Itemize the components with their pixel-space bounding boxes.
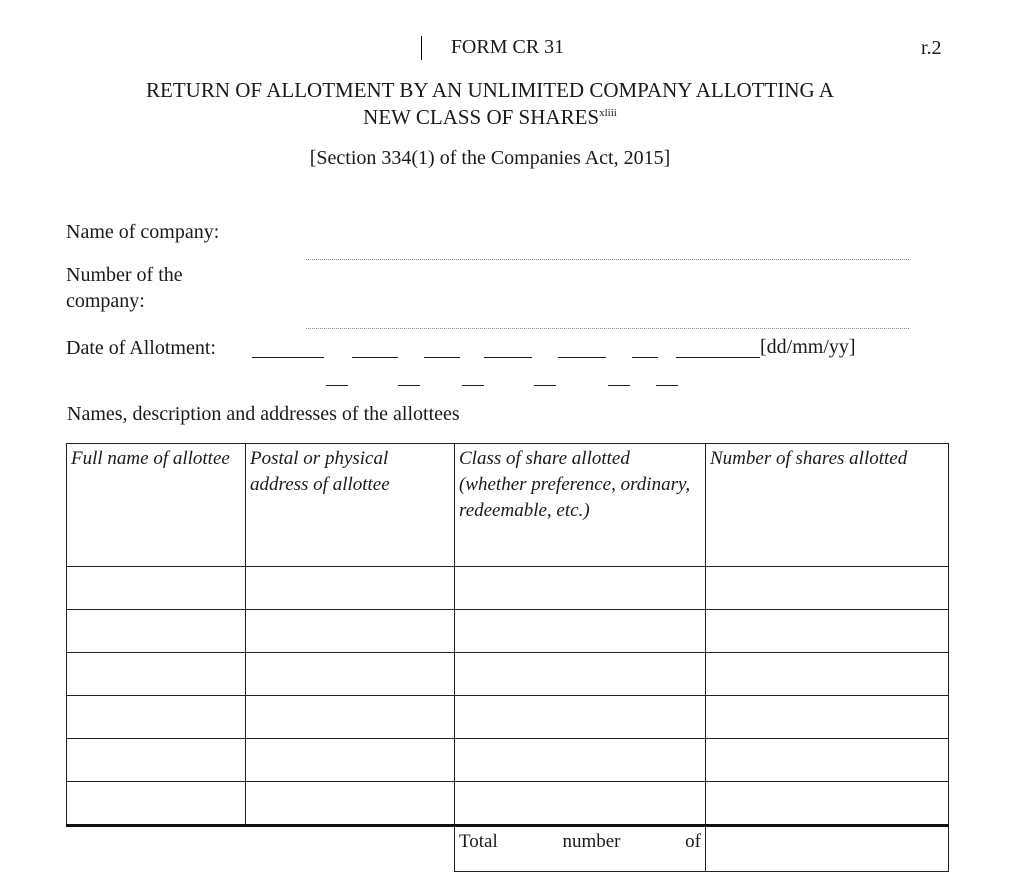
table-cell[interactable] [67,567,246,610]
table-cell[interactable] [246,610,455,653]
table-cell[interactable] [455,653,706,696]
column-header-address: Postal or physical address of allottee [246,444,455,567]
date-blank-3[interactable] [424,357,460,358]
table-row [67,782,949,826]
company-number-label-line2: company: [66,290,145,312]
table-cell[interactable] [246,653,455,696]
table-cell[interactable] [455,567,706,610]
total-label-cell [455,826,706,872]
table-cell[interactable] [455,610,706,653]
date-blank-6[interactable] [632,357,658,358]
heading-line-2 [0,104,980,131]
table-cell[interactable] [67,782,246,826]
company-number-field[interactable] [306,328,909,329]
allottees-table [66,443,949,872]
table-cell[interactable] [246,739,455,782]
table-cell[interactable] [67,653,246,696]
rule-reference: r.2 [921,37,942,59]
table-cell[interactable] [706,696,949,739]
table-cell[interactable] [455,782,706,826]
table-cell[interactable] [706,567,949,610]
date-blank-5[interactable] [558,357,606,358]
heading-line-2-text: NEW CLASS OF SHARES [363,105,600,129]
date-blank-10[interactable] [462,385,484,386]
table-cell[interactable] [706,782,949,826]
date-blank-9[interactable] [398,385,420,386]
date-blank-2[interactable] [352,357,398,358]
total-value-cell[interactable] [706,826,949,872]
total-label [459,829,701,855]
column-header-number-of-shares: Number of shares allotted [706,444,949,567]
date-blank-12[interactable] [608,385,630,386]
table-cell[interactable] [706,739,949,782]
column-header-share-class: Class of share allotted (whether preference, ordinary, redeemable, etc.) [455,444,706,567]
table-cell[interactable] [246,567,455,610]
total-row-blank [67,826,455,872]
total-label-word: of [685,831,701,852]
column-header-full-name: Full name of allottee [67,444,246,567]
date-blank-4[interactable] [484,357,532,358]
total-label-word: number [562,831,621,852]
date-blank-8[interactable] [326,385,348,386]
table-row [67,739,949,782]
date-of-allotment-label: Date of Allotment: [66,337,216,359]
table-cell[interactable] [246,696,455,739]
endnote-reference: xliii [599,107,617,119]
table-cell[interactable] [67,739,246,782]
text-cursor [421,36,422,60]
table-header-row [67,444,949,567]
table-cell[interactable] [455,739,706,782]
table-row [67,567,949,610]
table-cell[interactable] [706,610,949,653]
date-format-hint: [dd/mm/yy] [760,336,856,358]
table-row [67,696,949,739]
section-reference: [Section 334(1) of the Companies Act, 2015] [309,147,671,169]
company-name-field[interactable] [306,259,909,260]
heading-line-1: RETURN OF ALLOTMENT BY AN UNLIMITED COMPANY ALLOTTING A [146,78,834,102]
allottees-section-label: Names, description and addresses of the allottees [67,403,460,425]
company-number-label-line1: Number of the [66,264,183,286]
form-title: FORM CR 31 [450,36,565,58]
company-name-label: Name of company: [66,221,220,243]
table-total-row [67,826,949,872]
table-cell[interactable] [67,610,246,653]
date-blank-11[interactable] [534,385,556,386]
table-cell[interactable] [455,696,706,739]
table-row [67,610,949,653]
date-blank-7[interactable] [676,357,760,358]
date-blank-1[interactable] [252,357,324,358]
date-blank-13[interactable] [656,385,678,386]
table-cell[interactable] [246,782,455,826]
table-row [67,653,949,696]
table-cell[interactable] [706,653,949,696]
total-label-word: Total [459,831,498,852]
table-cell[interactable] [67,696,246,739]
form-heading [0,77,980,131]
